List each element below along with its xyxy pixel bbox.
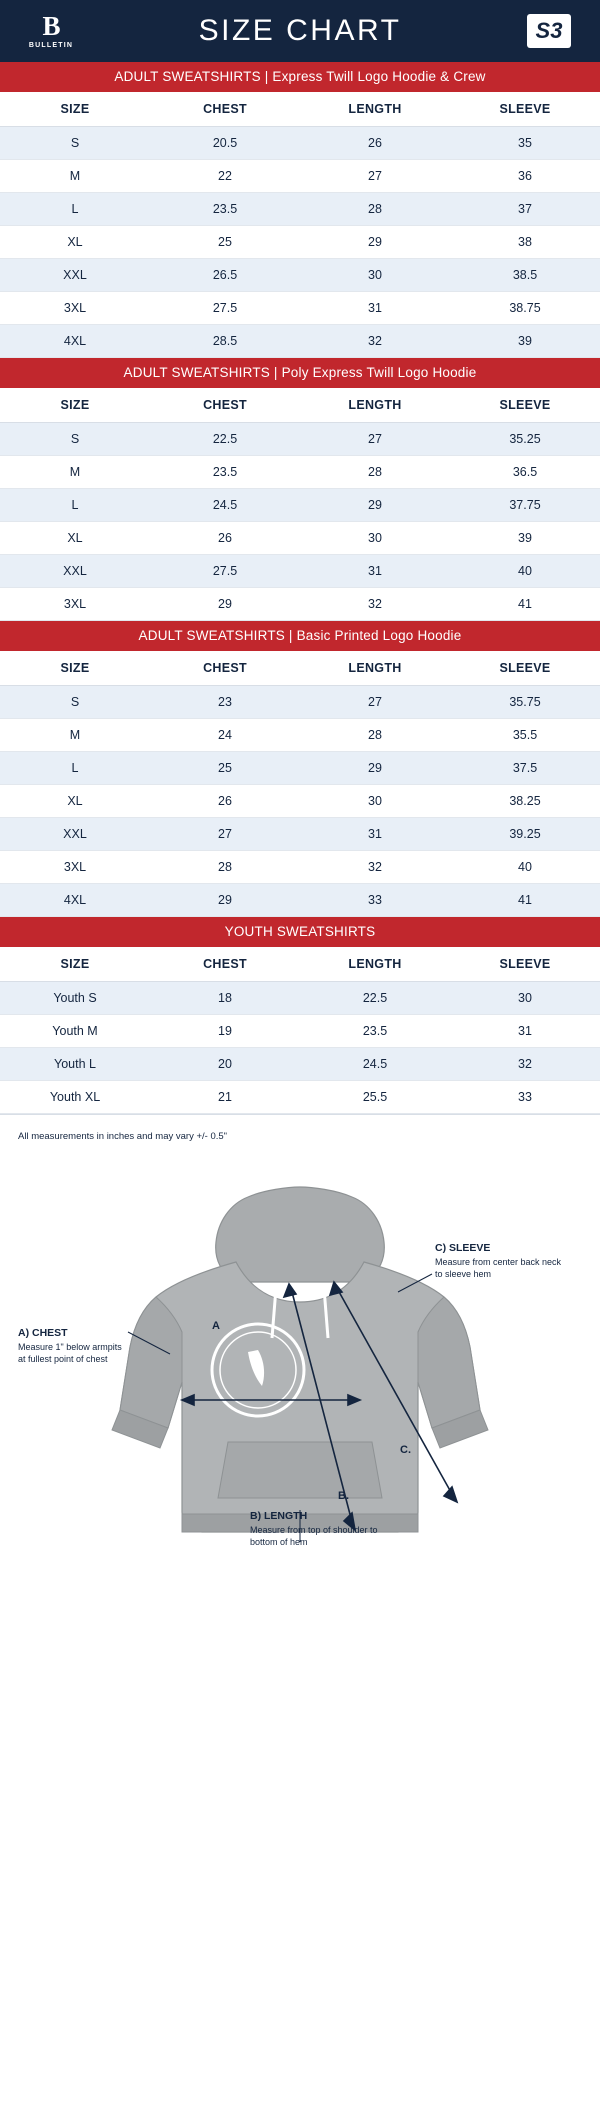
s3-badge-icon: S3 [527, 14, 571, 48]
cell-length: 27 [300, 423, 450, 456]
cell-chest: 23.5 [150, 193, 300, 226]
cell-sleeve: 40 [450, 555, 600, 588]
page-title: SIZE CHART [198, 14, 402, 47]
cell-length: 24.5 [300, 1048, 450, 1081]
label-length-text: Measure from top of shoulder to bottom of hem [250, 1525, 378, 1547]
column-header: SLEEVE [450, 651, 600, 686]
size-table [0, 388, 600, 621]
table-row [0, 588, 600, 621]
cell-size: XL [0, 785, 150, 818]
cell-length: 32 [300, 851, 450, 884]
cell-length: 30 [300, 259, 450, 292]
column-header: CHEST [150, 651, 300, 686]
cell-length: 31 [300, 555, 450, 588]
label-sleeve [435, 1242, 570, 1280]
cell-size: 3XL [0, 292, 150, 325]
cell-length: 28 [300, 456, 450, 489]
cell-sleeve: 38.25 [450, 785, 600, 818]
table-row [0, 884, 600, 917]
cell-length: 30 [300, 785, 450, 818]
table-row [0, 1081, 600, 1114]
table-row [0, 1048, 600, 1081]
cell-sleeve: 32 [450, 1048, 600, 1081]
cell-length: 27 [300, 160, 450, 193]
column-header: LENGTH [300, 388, 450, 423]
cell-size: L [0, 489, 150, 522]
cell-size: M [0, 456, 150, 489]
cell-length: 31 [300, 292, 450, 325]
marker-c: C. [400, 1444, 411, 1456]
cell-length: 27 [300, 686, 450, 719]
column-header: CHEST [150, 947, 300, 982]
cell-size: XL [0, 226, 150, 259]
column-header: LENGTH [300, 947, 450, 982]
cell-size: M [0, 719, 150, 752]
table-row [0, 127, 600, 160]
column-header: SIZE [0, 947, 150, 982]
cell-sleeve: 37.75 [450, 489, 600, 522]
table-row [0, 555, 600, 588]
cell-length: 29 [300, 226, 450, 259]
label-sleeve-text: Measure from center back neck to sleeve hem [435, 1257, 562, 1279]
column-header: LENGTH [300, 92, 450, 127]
measurement-diagram [0, 1142, 600, 1572]
cell-size: 3XL [0, 851, 150, 884]
cell-size: Youth XL [0, 1081, 150, 1114]
cell-size: XXL [0, 259, 150, 292]
cell-sleeve: 39.25 [450, 818, 600, 851]
cell-chest: 21 [150, 1081, 300, 1114]
column-header: SLEEVE [450, 388, 600, 423]
cell-chest: 28 [150, 851, 300, 884]
cell-sleeve: 31 [450, 1015, 600, 1048]
cell-chest: 29 [150, 884, 300, 917]
label-length [250, 1510, 390, 1548]
section-header: ADULT SWEATSHIRTS | Express Twill Logo Hoodie & Crew [0, 62, 600, 92]
cell-chest: 26 [150, 522, 300, 555]
cell-length: 29 [300, 752, 450, 785]
table-row [0, 259, 600, 292]
table-header-row [0, 651, 600, 686]
cell-sleeve: 41 [450, 588, 600, 621]
column-header: CHEST [150, 388, 300, 423]
cell-length: 32 [300, 325, 450, 358]
cell-size: Youth L [0, 1048, 150, 1081]
table-row [0, 522, 600, 555]
column-header: CHEST [150, 92, 300, 127]
label-length-title: B) LENGTH [250, 1510, 308, 1522]
cell-sleeve: 33 [450, 1081, 600, 1114]
table-row [0, 785, 600, 818]
cell-size: S [0, 686, 150, 719]
cell-sleeve: 38.5 [450, 259, 600, 292]
table-row [0, 456, 600, 489]
cell-chest: 20 [150, 1048, 300, 1081]
cell-chest: 23.5 [150, 456, 300, 489]
cell-length: 26 [300, 127, 450, 160]
cell-chest: 26.5 [150, 259, 300, 292]
cell-size: Youth M [0, 1015, 150, 1048]
cell-sleeve: 38.75 [450, 292, 600, 325]
cell-chest: 23 [150, 686, 300, 719]
table-header-row [0, 92, 600, 127]
table-header-row [0, 947, 600, 982]
cell-sleeve: 41 [450, 884, 600, 917]
cell-sleeve: 36.5 [450, 456, 600, 489]
cell-sleeve: 35.5 [450, 719, 600, 752]
cell-size: L [0, 193, 150, 226]
size-table [0, 947, 600, 1114]
cell-sleeve: 37.5 [450, 752, 600, 785]
cell-length: 25.5 [300, 1081, 450, 1114]
table-row [0, 752, 600, 785]
table-row [0, 160, 600, 193]
table-row [0, 719, 600, 752]
table-row [0, 226, 600, 259]
bulletin-wordmark: BULLETIN [28, 42, 74, 49]
size-table [0, 92, 600, 358]
cell-size: XXL [0, 555, 150, 588]
marker-a: A [212, 1320, 220, 1332]
cell-sleeve: 37 [450, 193, 600, 226]
cell-sleeve: 35.75 [450, 686, 600, 719]
cell-size: Youth S [0, 982, 150, 1015]
cell-size: XXL [0, 818, 150, 851]
section-header: YOUTH SWEATSHIRTS [0, 917, 600, 947]
cell-sleeve: 39 [450, 325, 600, 358]
cell-chest: 27.5 [150, 555, 300, 588]
size-sections [0, 62, 600, 1114]
measurement-note: All measurements in inches and may vary +/- 0.5" [18, 1131, 228, 1142]
label-chest-title: A) CHEST [18, 1327, 68, 1339]
cell-length: 22.5 [300, 982, 450, 1015]
cell-length: 33 [300, 884, 450, 917]
cell-size: S [0, 127, 150, 160]
cell-sleeve: 38 [450, 226, 600, 259]
cell-size: 4XL [0, 884, 150, 917]
table-header-row [0, 388, 600, 423]
cell-chest: 24.5 [150, 489, 300, 522]
cell-chest: 27.5 [150, 292, 300, 325]
cell-chest: 22.5 [150, 423, 300, 456]
label-chest-text: Measure 1" below armpits at fullest point of chest [18, 1342, 122, 1364]
cell-chest: 28.5 [150, 325, 300, 358]
bulletin-mark-icon: B [42, 11, 60, 41]
cell-length: 31 [300, 818, 450, 851]
cell-chest: 26 [150, 785, 300, 818]
column-header: SLEEVE [450, 947, 600, 982]
page-header [0, 0, 600, 62]
column-header: SIZE [0, 92, 150, 127]
cell-length: 28 [300, 193, 450, 226]
cell-chest: 20.5 [150, 127, 300, 160]
cell-length: 30 [300, 522, 450, 555]
cell-length: 32 [300, 588, 450, 621]
cell-size: XL [0, 522, 150, 555]
bulletin-logo [14, 13, 88, 49]
cell-chest: 25 [150, 752, 300, 785]
table-row [0, 1015, 600, 1048]
table-row [0, 982, 600, 1015]
label-chest [18, 1327, 128, 1365]
table-row [0, 193, 600, 226]
cell-sleeve: 39 [450, 522, 600, 555]
column-header: SIZE [0, 651, 150, 686]
cell-chest: 27 [150, 818, 300, 851]
cell-length: 29 [300, 489, 450, 522]
table-row [0, 489, 600, 522]
cell-chest: 25 [150, 226, 300, 259]
column-header: LENGTH [300, 651, 450, 686]
cell-length: 28 [300, 719, 450, 752]
cell-sleeve: 30 [450, 982, 600, 1015]
cell-size: M [0, 160, 150, 193]
cell-sleeve: 35 [450, 127, 600, 160]
cell-sleeve: 40 [450, 851, 600, 884]
table-row [0, 818, 600, 851]
cell-size: L [0, 752, 150, 785]
column-header: SLEEVE [450, 92, 600, 127]
table-row [0, 423, 600, 456]
table-row [0, 325, 600, 358]
cell-size: S [0, 423, 150, 456]
size-table [0, 651, 600, 917]
table-row [0, 686, 600, 719]
cell-chest: 22 [150, 160, 300, 193]
section-header: ADULT SWEATSHIRTS | Basic Printed Logo Hoodie [0, 621, 600, 651]
cell-size: 4XL [0, 325, 150, 358]
table-row [0, 292, 600, 325]
s3-logo [512, 14, 586, 48]
cell-sleeve: 36 [450, 160, 600, 193]
cell-chest: 24 [150, 719, 300, 752]
table-row [0, 851, 600, 884]
column-header: SIZE [0, 388, 150, 423]
cell-chest: 18 [150, 982, 300, 1015]
cell-sleeve: 35.25 [450, 423, 600, 456]
cell-chest: 19 [150, 1015, 300, 1048]
cell-size: 3XL [0, 588, 150, 621]
section-header: ADULT SWEATSHIRTS | Poly Express Twill Logo Hoodie [0, 358, 600, 388]
cell-chest: 29 [150, 588, 300, 621]
label-sleeve-title: C) SLEEVE [435, 1242, 491, 1254]
cell-length: 23.5 [300, 1015, 450, 1048]
marker-b: B. [338, 1490, 349, 1502]
